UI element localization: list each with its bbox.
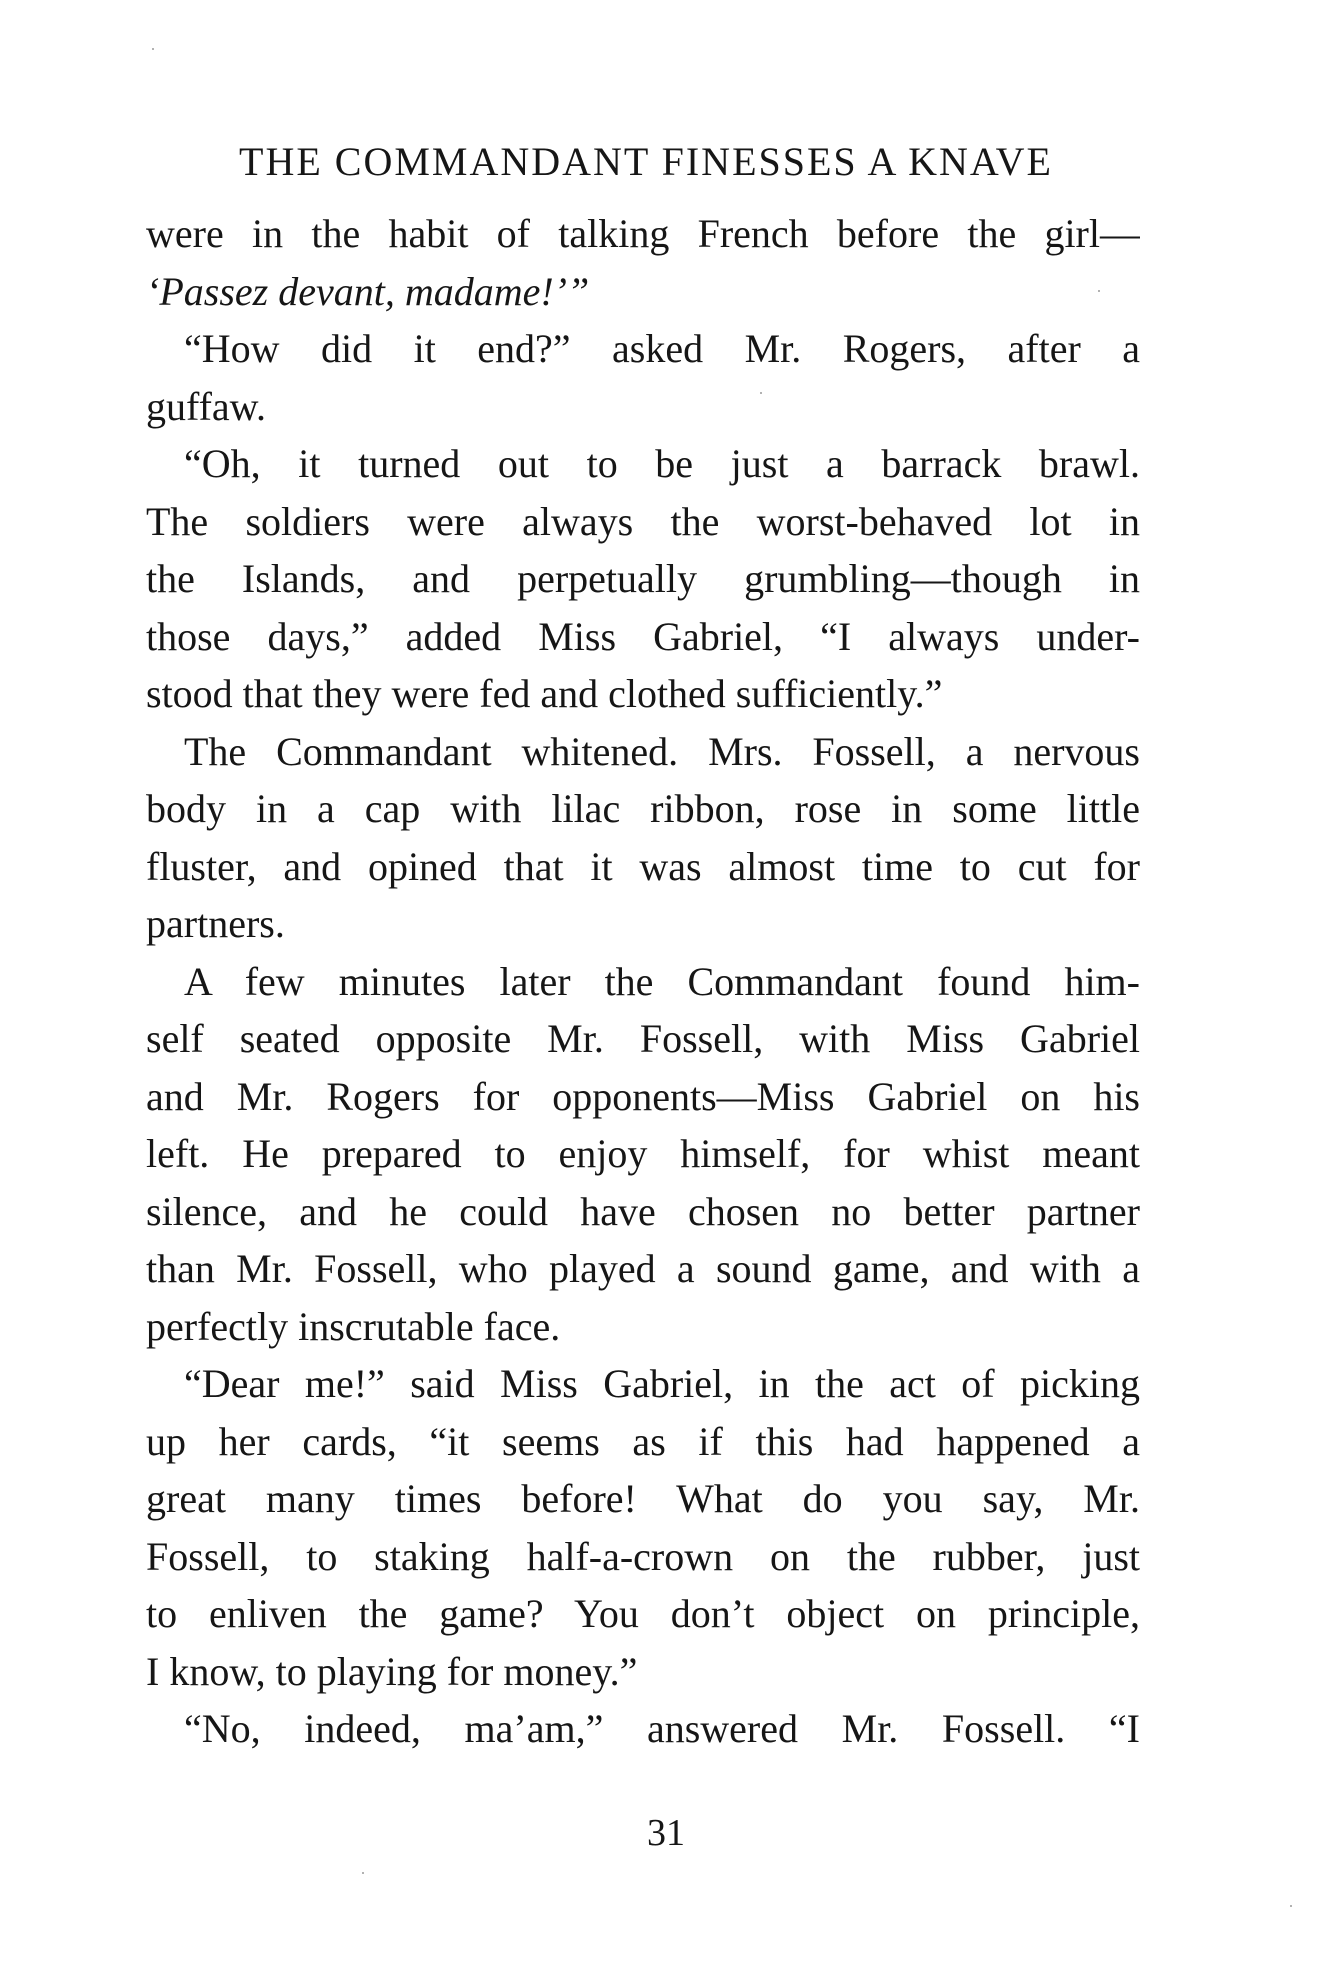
text-line: partners.	[146, 901, 285, 946]
text-line: perfectly inscrutable face.	[146, 1303, 561, 1349]
paper-speck	[1290, 1905, 1292, 1907]
text-line: great many times before! What do you say, Mr.	[146, 1476, 1140, 1521]
paper-speck	[760, 392, 762, 394]
text-line: and Mr. Rogers for opponents—Miss Gabriel on his	[146, 1073, 1140, 1119]
text-line: A few minutes later the Commandant found him-	[184, 958, 1140, 1004]
text-line	[146, 263, 1140, 321]
text-line: were in the habit of talking French before the girl—	[146, 211, 1140, 256]
text-line: I know, to playing for money.”	[146, 1648, 638, 1694]
text-line: “Dear me!” said Miss Gabriel, in the act of picking	[184, 1361, 1140, 1406]
text-line: “Oh, it turned out to be just a barrack brawl.	[184, 441, 1140, 486]
page-number: 31	[647, 1812, 685, 1854]
text-line: guffaw.	[146, 383, 266, 429]
running-header: THE COMMANDANT FINESSES A KNAVE	[239, 139, 1053, 184]
text-line: The Commandant whitened. Mrs. Fossell, a nervous	[184, 728, 1140, 774]
text-line: than Mr. Fossell, who played a sound game, and with a	[146, 1246, 1140, 1291]
paper-speck	[362, 1872, 364, 1874]
text-line: “No, indeed, ma’am,” answered Mr. Fossell. “I	[184, 1706, 1140, 1751]
text-line: Fossell, to staking half-a-crown on the rubber, just	[146, 1533, 1140, 1579]
paper-speck	[152, 48, 154, 50]
body-text	[146, 205, 1140, 1758]
text-line: body in a cap with lilac ribbon, rose in some little	[146, 786, 1140, 831]
text-line: “How did it end?” asked Mr. Rogers, after a	[184, 326, 1140, 371]
text-line: fluster, and opined that it was almost time to cut for	[146, 843, 1140, 889]
text-line: up her cards, “it seems as if this had happened a	[146, 1418, 1140, 1464]
text-line: stood that they were fed and clothed sufficiently.”	[146, 671, 943, 716]
text-line: self seated opposite Mr. Fossell, with Miss Gabriel	[146, 1016, 1140, 1061]
text-line: to enliven the game? You don’t object on principle,	[146, 1591, 1140, 1636]
text-line: the Islands, and perpetually grumbling—though in	[146, 556, 1140, 601]
text-line: The soldiers were always the worst-behaved lot in	[146, 498, 1140, 544]
paper-speck	[1098, 290, 1100, 292]
text-line: silence, and he could have chosen no better partner	[146, 1188, 1140, 1234]
text-line: left. He prepared to enjoy himself, for whist meant	[146, 1131, 1140, 1176]
text-line-italic: ‘Passez devant, madame!’”	[146, 268, 590, 314]
text-line: those days,” added Miss Gabriel, “I always under-	[146, 613, 1140, 659]
